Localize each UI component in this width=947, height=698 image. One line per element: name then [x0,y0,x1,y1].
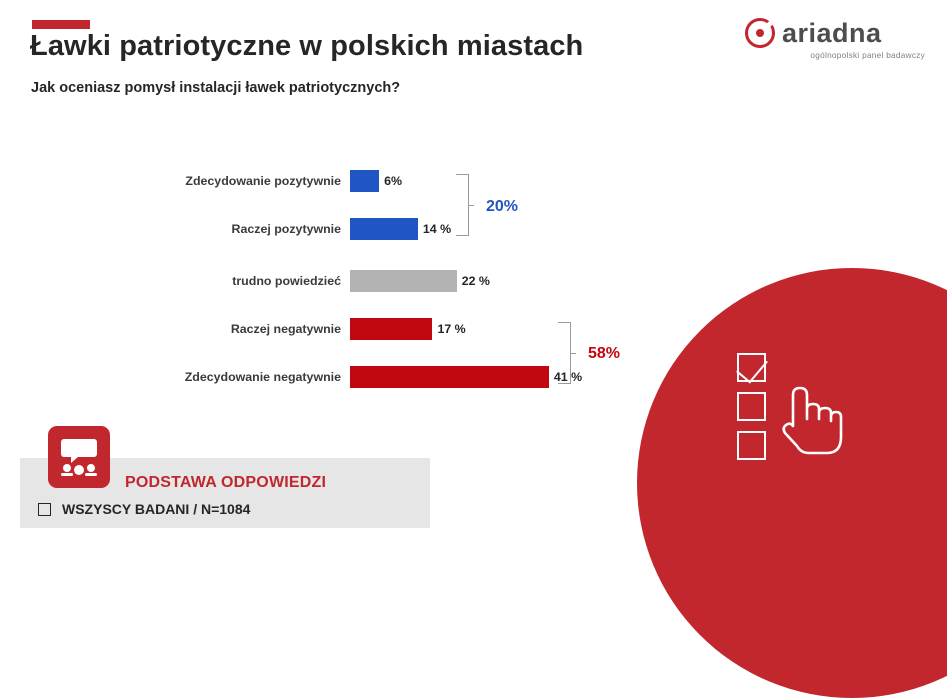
bar-0 [350,170,379,192]
bar-wrap-4 [350,366,670,388]
accent-bar [32,20,90,29]
bar-label-2: trudno powiedzieć [232,274,341,288]
checkbox-glyph-2 [737,392,766,421]
bar-1 [350,218,418,240]
bar-value-0: 6% [384,173,403,188]
survey-glyph-group [735,353,855,473]
logo-tagline: ogólnopolski panel badawczy [810,51,925,60]
ariadna-mark-icon [745,18,775,48]
bar-chart [150,160,670,400]
chart-row-1 [150,218,670,240]
chart-row-2 [150,270,670,292]
bar-value-4: 41 % [553,369,583,384]
bar-wrap-0 [350,170,670,192]
bar-wrap-1 [350,218,670,240]
bar-wrap-3 [350,318,670,340]
group-total-positive: 20% [486,198,519,215]
chart-row-0 [150,170,670,192]
brand-logo [745,18,925,64]
chart-row-4 [150,366,670,388]
bar-2 [350,270,457,292]
footer-title: PODSTAWA ODPOWIEDZI [125,474,327,491]
bar-value-2: 22 % [461,273,490,288]
bar-label-4: Zdecydowanie negatywnie [184,370,341,384]
bracket-positive [456,174,469,236]
group-total-negative: 58% [588,345,621,362]
bar-3 [350,318,432,340]
logo-wordmark: ariadna [782,17,882,48]
page-subtitle: Jak oceniasz pomysł instalacji ławek patriotycznych? [31,80,401,96]
page-title: Ławki patriotyczne w polskich miastach [30,30,584,62]
hand-pointer-icon [771,379,843,461]
respondents-icon [48,426,110,488]
logo-row [745,18,925,48]
footer-checkbox-icon [38,503,51,516]
checkbox-glyph-3 [737,431,766,460]
bar-label-0: Zdecydowanie pozytywnie [185,174,341,188]
bar-value-1: 14 % [422,221,452,236]
decorative-circle [637,268,947,698]
bar-label-3: Raczej negatywnie [230,322,341,336]
bracket-negative [558,322,571,384]
footer-subtitle: WSZYSCY BADANI / N=1084 [62,501,251,517]
chart-row-3 [150,318,670,340]
bar-4 [350,366,549,388]
bar-label-1: Raczej pozytywnie [231,222,341,236]
bar-wrap-2 [350,270,670,292]
bar-value-3: 17 % [437,321,466,336]
